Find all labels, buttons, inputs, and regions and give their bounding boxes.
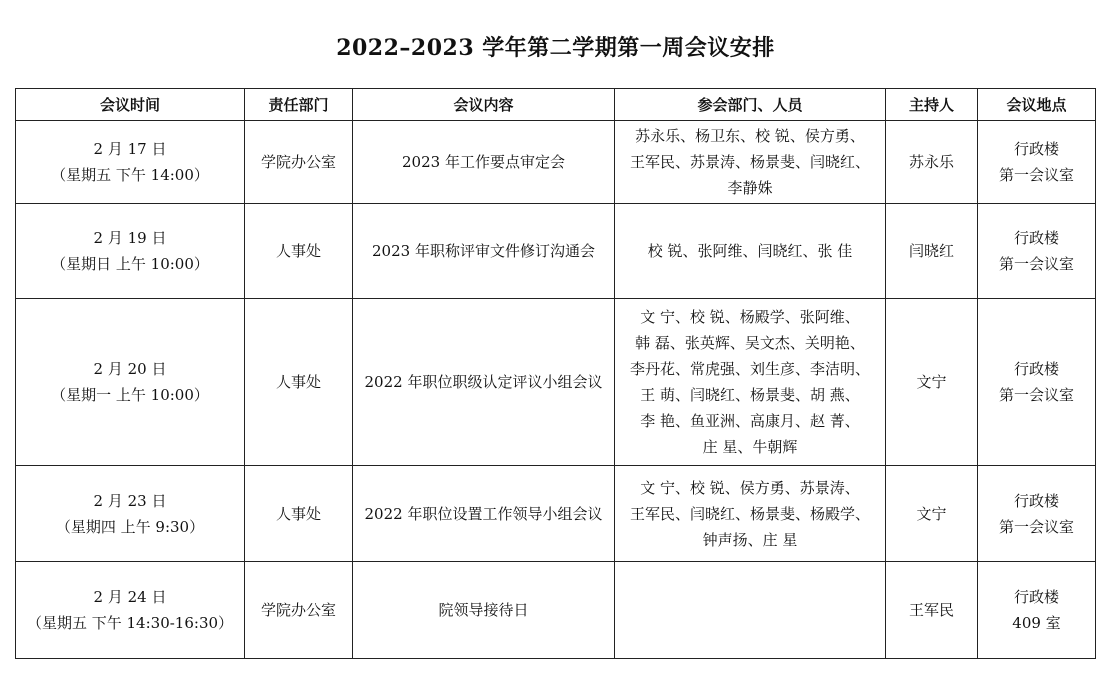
location-line: 第一会议室: [998, 166, 1074, 184]
attendees-line: 庄 星、牛朝辉: [702, 438, 798, 456]
meeting-date: 2 月 23 日: [93, 491, 167, 510]
location-line: 行政楼: [1013, 360, 1059, 378]
attendees-line: 王 萌、闫晓红、杨景斐、胡 燕、: [640, 386, 860, 404]
table-row: [16, 562, 1096, 659]
attendees-line: 李丹花、常虎强、刘生彦、李洁明、: [629, 360, 870, 378]
meeting-time: （星期一 上午 10:00）: [51, 386, 209, 404]
host-cell: [886, 562, 978, 659]
department-cell: [245, 466, 353, 562]
meeting-content: 2022 年职位设置工作领导小组会议: [364, 504, 603, 523]
location-line: 第一会议室: [998, 255, 1074, 273]
header-location: 会议地点: [978, 89, 1096, 121]
host-cell: [886, 121, 978, 204]
meeting-content: 2023 年职称评审文件修订沟通会: [372, 242, 595, 260]
attendees-line: 校 锐、张阿维、闫晓红、张 佳: [647, 242, 853, 260]
host-cell: [886, 466, 978, 562]
content-cell: [353, 299, 615, 466]
department-cell: [245, 204, 353, 299]
attendees-line: 韩 磊、张英辉、吴文杰、关明艳、: [635, 334, 865, 352]
meeting-time: （星期四 上午 9:30）: [55, 517, 205, 536]
host-name: 闫晓红: [908, 242, 954, 260]
attendees-line: 钟声扬、庄 星: [702, 530, 798, 549]
meeting-time-cell: [16, 562, 245, 659]
meeting-content: 院领导接待日: [438, 601, 529, 619]
meeting-content: 2022 年职位职级认定评议小组会议: [364, 373, 603, 391]
department-cell: [245, 299, 353, 466]
attendees-line: 文 宁、校 锐、杨殿学、张阿维、: [640, 308, 860, 326]
meeting-time-cell: [16, 299, 245, 466]
table-row: [16, 204, 1096, 299]
attendees-line: 王军民、苏景涛、杨景斐、闫晓红、: [629, 153, 870, 171]
department-name: 学院办公室: [260, 601, 336, 619]
attendees-line: 文 宁、校 锐、侯方勇、苏景涛、: [640, 478, 860, 497]
header-host: 主持人: [886, 89, 978, 121]
location-cell: [978, 121, 1096, 204]
location-cell: [978, 562, 1096, 659]
meeting-date: 2 月 19 日: [93, 229, 167, 247]
location-line: 行政楼: [1013, 588, 1059, 606]
meeting-schedule-table: [15, 88, 1096, 659]
table-row: [16, 299, 1096, 466]
meeting-time: （星期日 上午 10:00）: [51, 255, 209, 273]
department-name: 人事处: [275, 504, 321, 523]
meeting-time-cell: [16, 121, 245, 204]
location-line: 行政楼: [1013, 229, 1059, 247]
attendees-line: 李 艳、鱼亚洲、高康月、赵 菁、: [640, 412, 860, 430]
location-line: 第一会议室: [998, 386, 1074, 404]
location-cell: [978, 299, 1096, 466]
location-cell: [978, 204, 1096, 299]
host-name: 文宁: [916, 504, 947, 523]
host-cell: [886, 299, 978, 466]
attendees-cell: [615, 121, 886, 204]
department-cell: [245, 121, 353, 204]
meeting-time-cell: [16, 204, 245, 299]
table-header-row: [16, 89, 1096, 121]
meeting-date: 2 月 24 日: [93, 588, 167, 606]
location-line: 行政楼: [1013, 491, 1059, 510]
department-name: 学院办公室: [260, 153, 336, 171]
content-cell: [353, 204, 615, 299]
host-name: 王军民: [908, 601, 954, 619]
attendees-line: 王军民、闫晓红、杨景斐、杨殿学、: [629, 504, 870, 523]
header-content: 会议内容: [353, 89, 615, 121]
host-cell: [886, 204, 978, 299]
location-line: 409 室: [1012, 614, 1061, 632]
attendees-cell: [615, 204, 886, 299]
meeting-date: 2 月 17 日: [93, 140, 167, 158]
location-cell: [978, 466, 1096, 562]
department-name: 人事处: [275, 242, 321, 260]
attendees-cell: [615, 562, 886, 659]
attendees-line: 苏永乐、杨卫东、校 锐、侯方勇、: [635, 127, 865, 145]
page-title: 2022–2023 学年第二学期第一周会议安排: [336, 35, 775, 61]
meeting-time: （星期五 下午 14:30-16:30）: [26, 614, 234, 632]
location-line: 第一会议室: [998, 517, 1074, 536]
meeting-time-cell: [16, 466, 245, 562]
meeting-date: 2 月 20 日: [93, 360, 167, 378]
content-cell: [353, 466, 615, 562]
attendees-cell: [615, 299, 886, 466]
attendees-line: 李静姝: [727, 179, 773, 197]
meeting-time: （星期五 下午 14:00）: [51, 166, 209, 184]
content-cell: [353, 121, 615, 204]
content-cell: [353, 562, 615, 659]
header-time: 会议时间: [16, 89, 245, 121]
header-attendees: 参会部门、人员: [615, 89, 886, 121]
department-cell: [245, 562, 353, 659]
meeting-content: 2023 年工作要点审定会: [402, 153, 565, 171]
header-department: 责任部门: [245, 89, 353, 121]
table-row: [16, 466, 1096, 562]
table-row: [16, 121, 1096, 204]
host-name: 文宁: [916, 373, 947, 391]
department-name: 人事处: [275, 373, 321, 391]
host-name: 苏永乐: [908, 153, 954, 171]
location-line: 行政楼: [1013, 140, 1059, 158]
attendees-cell: [615, 466, 886, 562]
